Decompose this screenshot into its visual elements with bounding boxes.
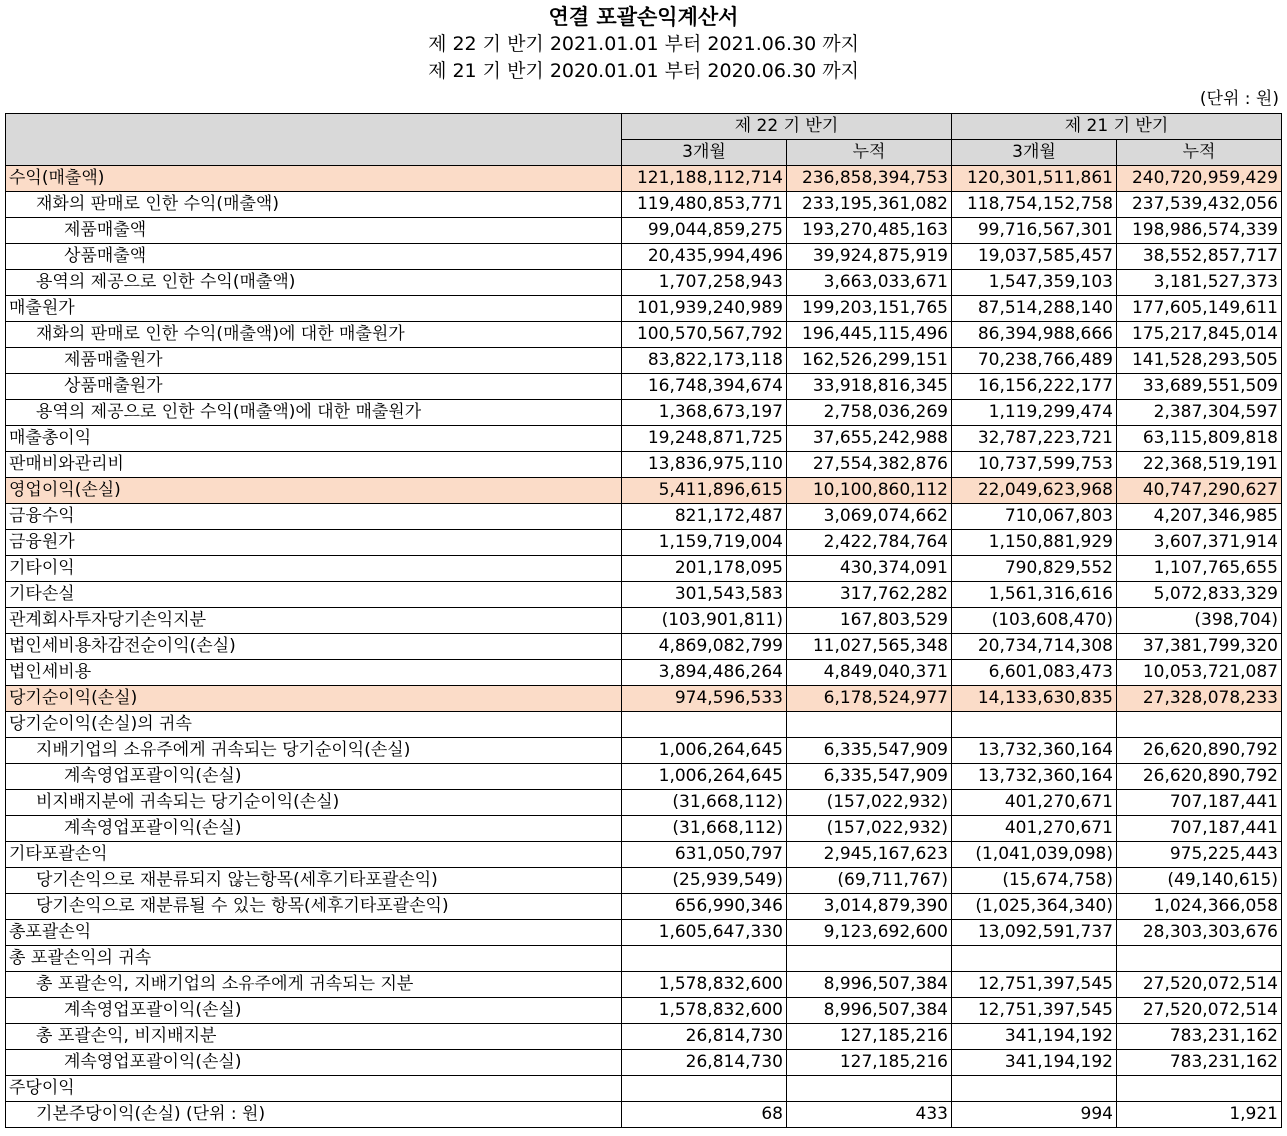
value-current-cum [787,1076,952,1102]
table-row [6,998,1282,1024]
value-current-cum: 196,445,115,496 [787,322,952,348]
account-label: 주당이익 [6,1076,622,1102]
table-row [6,686,1282,712]
value-prior-cum: 33,689,551,509 [1117,374,1282,400]
value-prior-3m [952,946,1117,972]
value-prior-cum [1117,1076,1282,1102]
value-prior-cum: (398,704) [1117,608,1282,634]
value-prior-cum: 1,107,765,655 [1117,556,1282,582]
value-prior-3m: 1,119,299,474 [952,400,1117,426]
account-label: 용역의 제공으로 인한 수익(매출액)에 대한 매출원가 [6,400,622,426]
value-prior-cum: 27,328,078,233 [1117,686,1282,712]
header-current-period: 제 22 기 반기 [622,114,952,140]
value-prior-3m: 13,732,360,164 [952,738,1117,764]
table-row [6,1102,1282,1128]
account-label: 기타포괄손익 [6,842,622,868]
value-prior-cum: 1,024,366,058 [1117,894,1282,920]
value-prior-3m: 70,238,766,489 [952,348,1117,374]
value-current-cum: 317,762,282 [787,582,952,608]
value-prior-cum: 2,387,304,597 [1117,400,1282,426]
account-label: 당기손익으로 재분류될 수 있는 항목(세후기타포괄손익) [6,894,622,920]
value-current-3m: 1,578,832,600 [622,998,787,1024]
value-current-cum: 162,526,299,151 [787,348,952,374]
table-row [6,738,1282,764]
value-current-cum: 233,195,361,082 [787,192,952,218]
value-prior-3m: 6,601,083,473 [952,660,1117,686]
table-row [6,972,1282,998]
value-prior-cum [1117,946,1282,972]
value-prior-3m: (15,674,758) [952,868,1117,894]
account-label: 금융수익 [6,504,622,530]
account-label: 당기순이익(손실) [6,686,622,712]
value-current-3m: (103,901,811) [622,608,787,634]
value-current-3m: 1,707,258,943 [622,270,787,296]
table-row [6,166,1282,192]
header-current-cum: 누적 [787,140,952,166]
value-prior-3m: (1,041,039,098) [952,842,1117,868]
account-label: 관계회사투자당기손익지분 [6,608,622,634]
value-prior-3m: (103,608,470) [952,608,1117,634]
value-current-cum: 39,924,875,919 [787,244,952,270]
value-prior-cum [1117,712,1282,738]
value-current-cum: 3,069,074,662 [787,504,952,530]
value-current-3m: 26,814,730 [622,1024,787,1050]
header-account [6,114,622,166]
value-prior-cum: 783,231,162 [1117,1050,1282,1076]
value-current-3m: 101,939,240,989 [622,296,787,322]
value-current-3m: 16,748,394,674 [622,374,787,400]
value-prior-cum: 28,303,303,676 [1117,920,1282,946]
value-prior-3m: 1,150,881,929 [952,530,1117,556]
value-current-cum: 4,849,040,371 [787,660,952,686]
unit-label: (단위 : 원) [1199,89,1279,109]
value-current-3m: 301,543,583 [622,582,787,608]
value-prior-cum: 783,231,162 [1117,1024,1282,1050]
value-prior-cum: 1,921 [1117,1102,1282,1128]
value-current-cum: 6,335,547,909 [787,738,952,764]
value-prior-cum: 10,053,721,087 [1117,660,1282,686]
value-prior-3m: 790,829,552 [952,556,1117,582]
value-prior-cum: (49,140,615) [1117,868,1282,894]
value-prior-cum: 4,207,346,985 [1117,504,1282,530]
value-current-3m: 3,894,486,264 [622,660,787,686]
account-label: 지배기업의 소유주에게 귀속되는 당기순이익(손실) [6,738,622,764]
table-row [6,374,1282,400]
value-current-cum: (157,022,932) [787,790,952,816]
value-current-3m: 201,178,095 [622,556,787,582]
value-current-3m: 119,480,853,771 [622,192,787,218]
value-current-3m: 99,044,859,275 [622,218,787,244]
value-current-3m: (31,668,112) [622,816,787,842]
value-current-cum: 2,945,167,623 [787,842,952,868]
value-current-3m: 4,869,082,799 [622,634,787,660]
value-current-3m: 19,248,871,725 [622,426,787,452]
table-row [6,1076,1282,1102]
account-label: 법인세비용 [6,660,622,686]
value-prior-cum: 175,217,845,014 [1117,322,1282,348]
table-row [6,426,1282,452]
value-prior-cum: 26,620,890,792 [1117,764,1282,790]
value-prior-cum: 707,187,441 [1117,790,1282,816]
value-prior-3m: 1,561,316,616 [952,582,1117,608]
table-row [6,270,1282,296]
value-prior-cum: 177,605,149,611 [1117,296,1282,322]
value-prior-cum: 975,225,443 [1117,842,1282,868]
value-current-cum: 127,185,216 [787,1024,952,1050]
table-row [6,634,1282,660]
value-prior-cum: 40,747,290,627 [1117,478,1282,504]
value-current-3m: (25,939,549) [622,868,787,894]
value-current-3m: 656,990,346 [622,894,787,920]
value-current-cum: (69,711,767) [787,868,952,894]
value-current-3m: 1,578,832,600 [622,972,787,998]
value-prior-3m: 86,394,988,666 [952,322,1117,348]
value-current-cum: 6,178,524,977 [787,686,952,712]
value-current-3m: 13,836,975,110 [622,452,787,478]
value-prior-cum: 27,520,072,514 [1117,972,1282,998]
value-prior-3m: 12,751,397,545 [952,972,1117,998]
value-prior-3m: 16,156,222,177 [952,374,1117,400]
value-prior-3m: 10,737,599,753 [952,452,1117,478]
value-current-cum: 127,185,216 [787,1050,952,1076]
account-label: 매출총이익 [6,426,622,452]
value-prior-3m: 32,787,223,721 [952,426,1117,452]
table-row [6,556,1282,582]
period-current: 제 22 기 반기 2021.01.01 부터 2021.06.30 까지 [428,33,859,55]
value-current-cum: 433 [787,1102,952,1128]
value-prior-cum: 27,520,072,514 [1117,998,1282,1024]
period-prior: 제 21 기 반기 2020.01.01 부터 2020.06.30 까지 [428,60,859,82]
table-row [6,504,1282,530]
value-prior-3m: 87,514,288,140 [952,296,1117,322]
value-current-cum: 430,374,091 [787,556,952,582]
account-label: 법인세비용차감전순이익(손실) [6,634,622,660]
account-label: 상품매출원가 [6,374,622,400]
value-current-3m [622,946,787,972]
table-row [6,218,1282,244]
account-label: 기타손실 [6,582,622,608]
value-current-cum [787,946,952,972]
value-current-cum: 8,996,507,384 [787,972,952,998]
table-row [6,790,1282,816]
account-label: 제품매출원가 [6,348,622,374]
value-current-cum: 236,858,394,753 [787,166,952,192]
table-row [6,244,1282,270]
value-current-cum: 2,758,036,269 [787,400,952,426]
account-label: 제품매출액 [6,218,622,244]
value-current-cum [787,712,952,738]
account-label: 총포괄손익 [6,920,622,946]
value-prior-cum: 141,528,293,505 [1117,348,1282,374]
table-row [6,322,1282,348]
account-label: 계속영업포괄이익(손실) [6,998,622,1024]
header-prior-cum: 누적 [1117,140,1282,166]
table-row [6,894,1282,920]
account-label: 기타이익 [6,556,622,582]
value-prior-3m [952,1076,1117,1102]
value-current-cum: 27,554,382,876 [787,452,952,478]
header-current-3m: 3개월 [622,140,787,166]
table-row [6,920,1282,946]
value-current-3m: 1,605,647,330 [622,920,787,946]
value-current-3m [622,712,787,738]
table-row [6,296,1282,322]
value-current-cum: 6,335,547,909 [787,764,952,790]
value-prior-3m: 99,716,567,301 [952,218,1117,244]
table-row [6,478,1282,504]
value-prior-3m: 13,092,591,737 [952,920,1117,946]
table-row [6,348,1282,374]
value-current-cum: (157,022,932) [787,816,952,842]
value-prior-3m: 118,754,152,758 [952,192,1117,218]
value-current-cum: 37,655,242,988 [787,426,952,452]
value-prior-cum: 63,115,809,818 [1117,426,1282,452]
account-label: 기본주당이익(손실) (단위 : 원) [6,1102,622,1128]
value-prior-cum: 26,620,890,792 [1117,738,1282,764]
value-prior-3m: (1,025,364,340) [952,894,1117,920]
table-row [6,400,1282,426]
value-prior-3m: 341,194,192 [952,1050,1117,1076]
account-label: 비지배지분에 귀속되는 당기순이익(손실) [6,790,622,816]
value-current-cum: 3,014,879,390 [787,894,952,920]
value-prior-cum: 3,181,527,373 [1117,270,1282,296]
value-current-3m: 20,435,994,496 [622,244,787,270]
value-current-3m: (31,668,112) [622,790,787,816]
value-prior-cum: 38,552,857,717 [1117,244,1282,270]
value-current-cum: 2,422,784,764 [787,530,952,556]
value-prior-cum: 237,539,432,056 [1117,192,1282,218]
table-row [6,764,1282,790]
value-prior-3m: 710,067,803 [952,504,1117,530]
value-current-3m: 1,006,264,645 [622,764,787,790]
account-label: 당기손익으로 재분류되지 않는항목(세후기타포괄손익) [6,868,622,894]
account-label: 총 포괄손익의 귀속 [6,946,622,972]
value-current-3m: 68 [622,1102,787,1128]
account-label: 계속영업포괄이익(손실) [6,816,622,842]
value-prior-cum: 37,381,799,320 [1117,634,1282,660]
table-row [6,946,1282,972]
table-row [6,192,1282,218]
table-row [6,816,1282,842]
account-label: 당기순이익(손실)의 귀속 [6,712,622,738]
account-label: 수익(매출액) [6,166,622,192]
value-prior-3m: 1,547,359,103 [952,270,1117,296]
value-current-3m [622,1076,787,1102]
value-current-3m: 1,368,673,197 [622,400,787,426]
account-label: 재화의 판매로 인한 수익(매출액) [6,192,622,218]
value-current-3m: 26,814,730 [622,1050,787,1076]
value-current-cum: 11,027,565,348 [787,634,952,660]
account-label: 재화의 판매로 인한 수익(매출액)에 대한 매출원가 [6,322,622,348]
value-current-cum: 199,203,151,765 [787,296,952,322]
table-row [6,868,1282,894]
income-statement-table [5,113,1282,1128]
table-row [6,608,1282,634]
value-current-3m: 1,006,264,645 [622,738,787,764]
account-label: 판매비와관리비 [6,452,622,478]
table-row [6,1024,1282,1050]
value-prior-cum: 3,607,371,914 [1117,530,1282,556]
value-current-cum: 167,803,529 [787,608,952,634]
value-prior-3m: 22,049,623,968 [952,478,1117,504]
value-prior-3m: 401,270,671 [952,790,1117,816]
value-prior-3m: 14,133,630,835 [952,686,1117,712]
value-prior-3m: 401,270,671 [952,816,1117,842]
value-prior-3m: 12,751,397,545 [952,998,1117,1024]
account-label: 총 포괄손익, 비지배지분 [6,1024,622,1050]
account-label: 총 포괄손익, 지배기업의 소유주에게 귀속되는 지분 [6,972,622,998]
table-row [6,530,1282,556]
value-current-3m: 631,050,797 [622,842,787,868]
value-prior-cum: 707,187,441 [1117,816,1282,842]
statement-rows [6,166,1282,1128]
account-label: 매출원가 [6,296,622,322]
value-prior-3m: 341,194,192 [952,1024,1117,1050]
value-current-3m: 974,596,533 [622,686,787,712]
table-row [6,842,1282,868]
value-current-3m: 821,172,487 [622,504,787,530]
account-label: 상품매출액 [6,244,622,270]
value-current-cum: 33,918,816,345 [787,374,952,400]
value-prior-cum: 240,720,959,429 [1117,166,1282,192]
table-row [6,712,1282,738]
value-prior-3m: 120,301,511,861 [952,166,1117,192]
value-prior-3m [952,712,1117,738]
table-row [6,1050,1282,1076]
value-current-3m: 121,188,112,714 [622,166,787,192]
value-prior-3m: 13,732,360,164 [952,764,1117,790]
value-current-cum: 3,663,033,671 [787,270,952,296]
value-prior-3m: 994 [952,1102,1117,1128]
value-current-3m: 5,411,896,615 [622,478,787,504]
value-current-3m: 1,159,719,004 [622,530,787,556]
table-row [6,582,1282,608]
account-label: 영업이익(손실) [6,478,622,504]
statement-title: 연결 포괄손익계산서 [548,5,739,29]
header-prior-3m: 3개월 [952,140,1117,166]
value-prior-3m: 20,734,714,308 [952,634,1117,660]
value-current-cum: 10,100,860,112 [787,478,952,504]
value-current-cum: 193,270,485,163 [787,218,952,244]
account-label: 계속영업포괄이익(손실) [6,764,622,790]
value-current-3m: 83,822,173,118 [622,348,787,374]
value-prior-cum: 22,368,519,191 [1117,452,1282,478]
value-prior-cum: 5,072,833,329 [1117,582,1282,608]
account-label: 용역의 제공으로 인한 수익(매출액) [6,270,622,296]
header-prior-period: 제 21 기 반기 [952,114,1282,140]
value-current-cum: 9,123,692,600 [787,920,952,946]
account-label: 계속영업포괄이익(손실) [6,1050,622,1076]
value-current-cum: 8,996,507,384 [787,998,952,1024]
value-prior-cum: 198,986,574,339 [1117,218,1282,244]
table-row [6,452,1282,478]
value-current-3m: 100,570,567,792 [622,322,787,348]
table-row [6,660,1282,686]
value-prior-3m: 19,037,585,457 [952,244,1117,270]
account-label: 금융원가 [6,530,622,556]
